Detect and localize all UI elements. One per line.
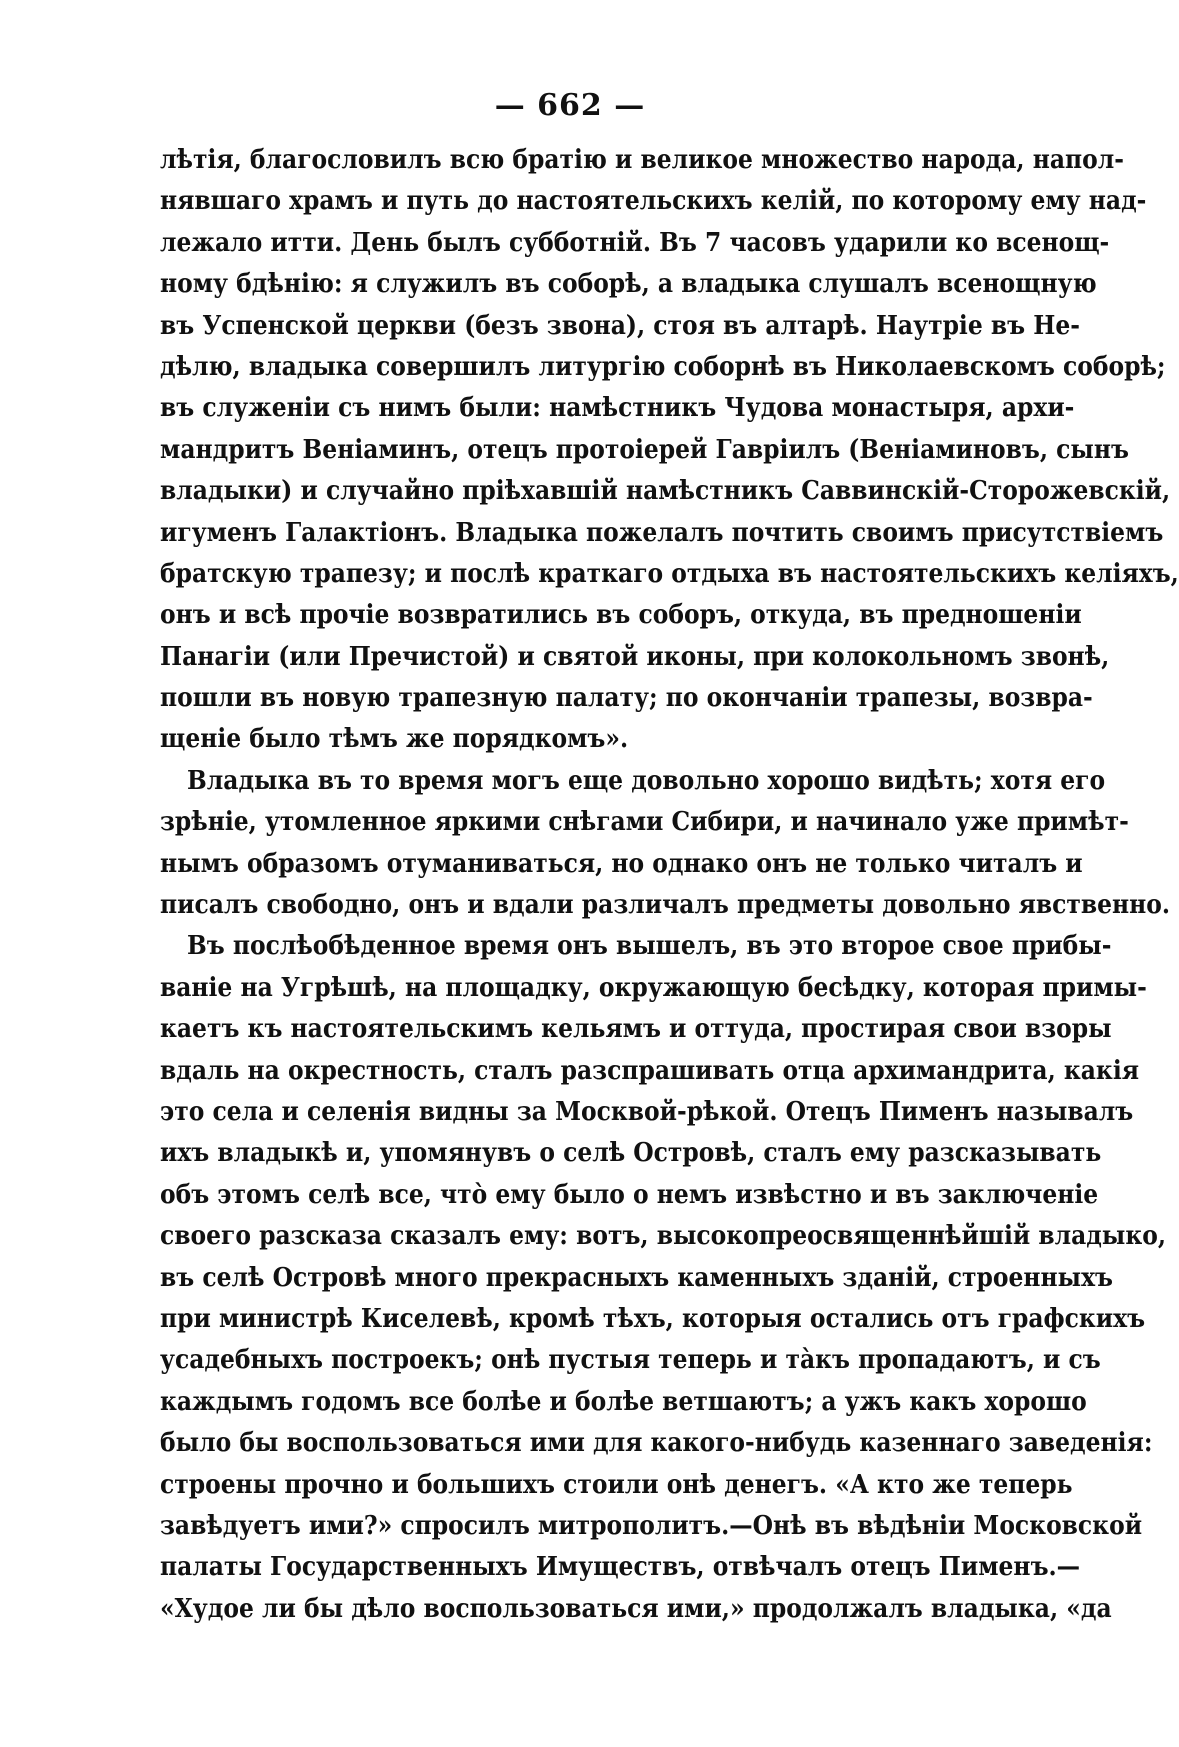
text-line: нявшаго храмъ и путь до настоятельскихъ келій, по которому ему над- <box>160 186 1147 217</box>
body-text <box>160 140 1179 1630</box>
text-line: въ Успенской церкви (безъ звона), стоя въ алтарѣ. Наутріе въ Не- <box>160 310 1080 341</box>
text-line: усадебныхъ построекъ; онѣ пустыя теперь и та̀къ пропадаютъ, и съ <box>160 1345 1101 1376</box>
text-line: въ селѣ Островѣ много прекрасныхъ каменныхъ зданій, строенныхъ <box>160 1262 1114 1293</box>
text-line: завѣдуетъ ими?» спросилъ митрополитъ.—Онѣ въ вѣдѣніи Московской <box>160 1510 1143 1541</box>
paragraph-3 <box>160 926 1166 1630</box>
text-line: братскую трапезу; и послѣ краткаго отдыха въ настоятельскихъ келіяхъ, <box>160 558 1179 589</box>
text-line: каждымъ годомъ все болѣе и болѣе ветшаютъ; а ужъ какъ хорошо <box>160 1386 1087 1417</box>
text-line: ихъ владыкѣ и, упомянувъ о селѣ Островѣ, сталъ ему разсказывать <box>160 1138 1102 1169</box>
text-line: каетъ къ настоятельскимъ кельямъ и оттуда, простирая свои взоры <box>160 1014 1112 1045</box>
text-line: вдаль на окрестность, сталъ разспрашивать отца архимандрита, какія <box>160 1055 1140 1086</box>
text-line: щеніе было тѣмъ же порядкомъ». <box>160 724 629 755</box>
text-line: своего разсказа сказалъ ему: вотъ, высокопреосвященнѣйшій владыко, <box>160 1221 1166 1252</box>
text-line: мандритъ Веніаминъ, отецъ протоіерей Гавріилъ (Веніаминовъ, сынъ <box>160 434 1129 465</box>
paragraph-2 <box>160 761 1171 927</box>
text-line: нымъ образомъ отуманиваться, но однако онъ не только читалъ и <box>160 848 1083 879</box>
page-number: — 662 — <box>494 88 646 123</box>
text-line: строены прочно и большихъ стоили онѣ денегъ. «А кто же теперь <box>160 1469 1073 1500</box>
text-line: писалъ свободно, онъ и вдали различалъ предметы довольно явственно. <box>160 890 1171 921</box>
paragraph-1 <box>160 140 1179 761</box>
text-line: при министрѣ Киселевѣ, кромѣ тѣхъ, которыя остались отъ графскихъ <box>160 1303 1146 1334</box>
text-line: онъ и всѣ прочіе возвратились въ соборъ, откуда, въ предношеніи <box>160 600 1082 631</box>
text-line: пошли въ новую трапезную палату; по окончаніи трапезы, возвра- <box>160 683 1093 714</box>
text-line: было бы воспользоваться ими для какого-нибудь казеннаго заведенія: <box>160 1428 1153 1459</box>
text-line: Панагіи (или Пречистой) и святой иконы, при колокольномъ звонѣ, <box>160 641 1110 672</box>
text-line: игуменъ Галактіонъ. Владыка пожелалъ почтить своимъ присутствіемъ <box>160 517 1164 548</box>
text-line: владыки) и случайно пріѣхавшій намѣстникъ Саввинскій-Сторожевскій, <box>160 476 1171 507</box>
text-line: объ этомъ селѣ все, что̀ ему было о немъ извѣстно и въ заключеніе <box>160 1179 1099 1210</box>
text-line: палаты Государственныхъ Имуществъ, отвѣчалъ отецъ Пименъ.— <box>160 1552 1081 1583</box>
text-line: «Худое ли бы дѣло воспользоваться ими,» продолжалъ владыка, «да <box>160 1593 1112 1624</box>
text-line: Владыка въ то время могъ еще довольно хорошо видѣть; хотя его <box>187 765 1106 796</box>
text-line: дѣлю, владыка совершилъ литургію соборнѣ въ Николаевскомъ соборѣ; <box>160 351 1166 382</box>
text-line: лежало итти. День былъ субботній. Въ 7 часовъ ударили ко всенощ- <box>160 227 1110 258</box>
text-line: ному бдѣнію: я служилъ въ соборѣ, а владыка слушалъ всенощную <box>160 269 1097 300</box>
text-line: лѣтія, благословилъ всю братію и великое множество народа, напол- <box>160 145 1124 175</box>
text-line: Въ послѣобѣденное время онъ вышелъ, въ это второе свое прибы- <box>187 931 1112 962</box>
text-line: это села и селенія видны за Москвой-рѣкой. Отецъ Пименъ называлъ <box>160 1096 1134 1127</box>
text-line: зрѣніе, утомленное яркими снѣгами Сибири, и начинало уже примѣт- <box>160 807 1129 838</box>
text-line: ваніе на Угрѣшѣ, на площадку, окружающую бесѣдку, которая примы- <box>160 972 1147 1003</box>
text-line: въ служеніи съ нимъ были: намѣстникъ Чудова монастыря, архи- <box>160 393 1075 424</box>
